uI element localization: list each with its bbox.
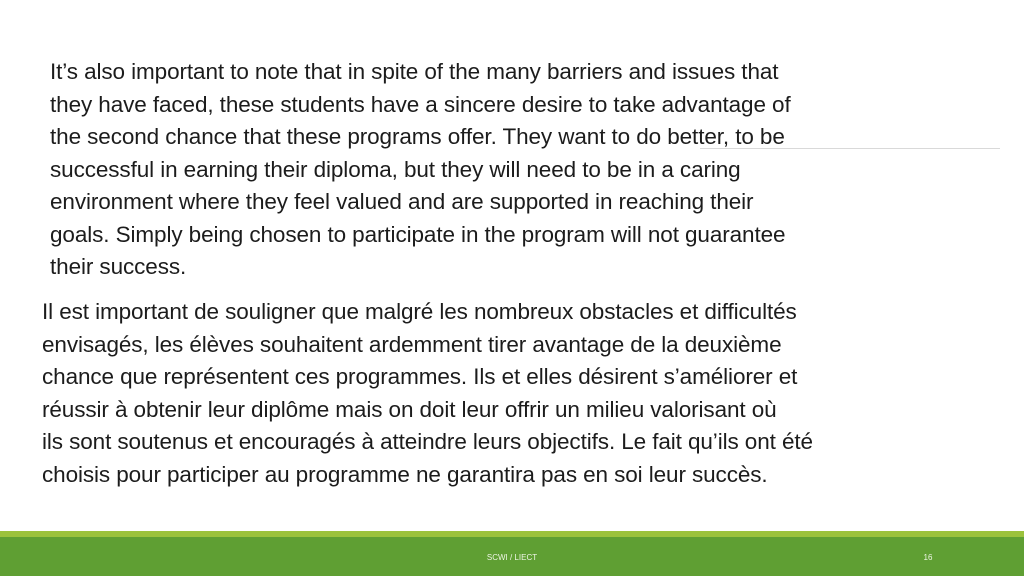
english-line: It’s also important to note that in spite of the many barriers and issues that [50,59,779,84]
english-line: successful in earning their diploma, but they will need to be in a caring [50,156,741,182]
english-line: the second chance that these programs offer. They want to do better, to be [50,124,785,149]
french-line: choisis pour participer au programme ne garantira pas en soi leur succès. [42,461,768,487]
english-line: environment where they feel valued and are supported in reaching their [50,189,754,214]
french-line: réussir à obtenir leur diplôme mais on doit leur offrir un milieu valorisant où [42,396,777,422]
french-line: Il est important de souligner que malgré les nombreux obstacles et difficultés [42,299,797,324]
french-line: ils sont soutenus et encouragés à atteindre leurs objectifs. Le fait qu’ils ont été [42,429,813,454]
english-line: they have faced, these students have a sincere desire to take advantage of [50,91,791,117]
page-number: 16 [923,553,933,562]
french-line: envisagés, les élèves souhaitent ardemment tirer avantage de la deuxième [42,331,782,357]
french-paragraph [42,296,1012,491]
english-paragraph [50,56,980,284]
english-line: goals. Simply being chosen to participate in the program will not guarantee [50,221,786,247]
french-line: chance que représentent ces programmes. Ils et elles désirent s’améliorer et [42,364,798,389]
english-line: their success. [50,254,187,279]
footer-label: SCWI / LIECT [486,553,538,562]
